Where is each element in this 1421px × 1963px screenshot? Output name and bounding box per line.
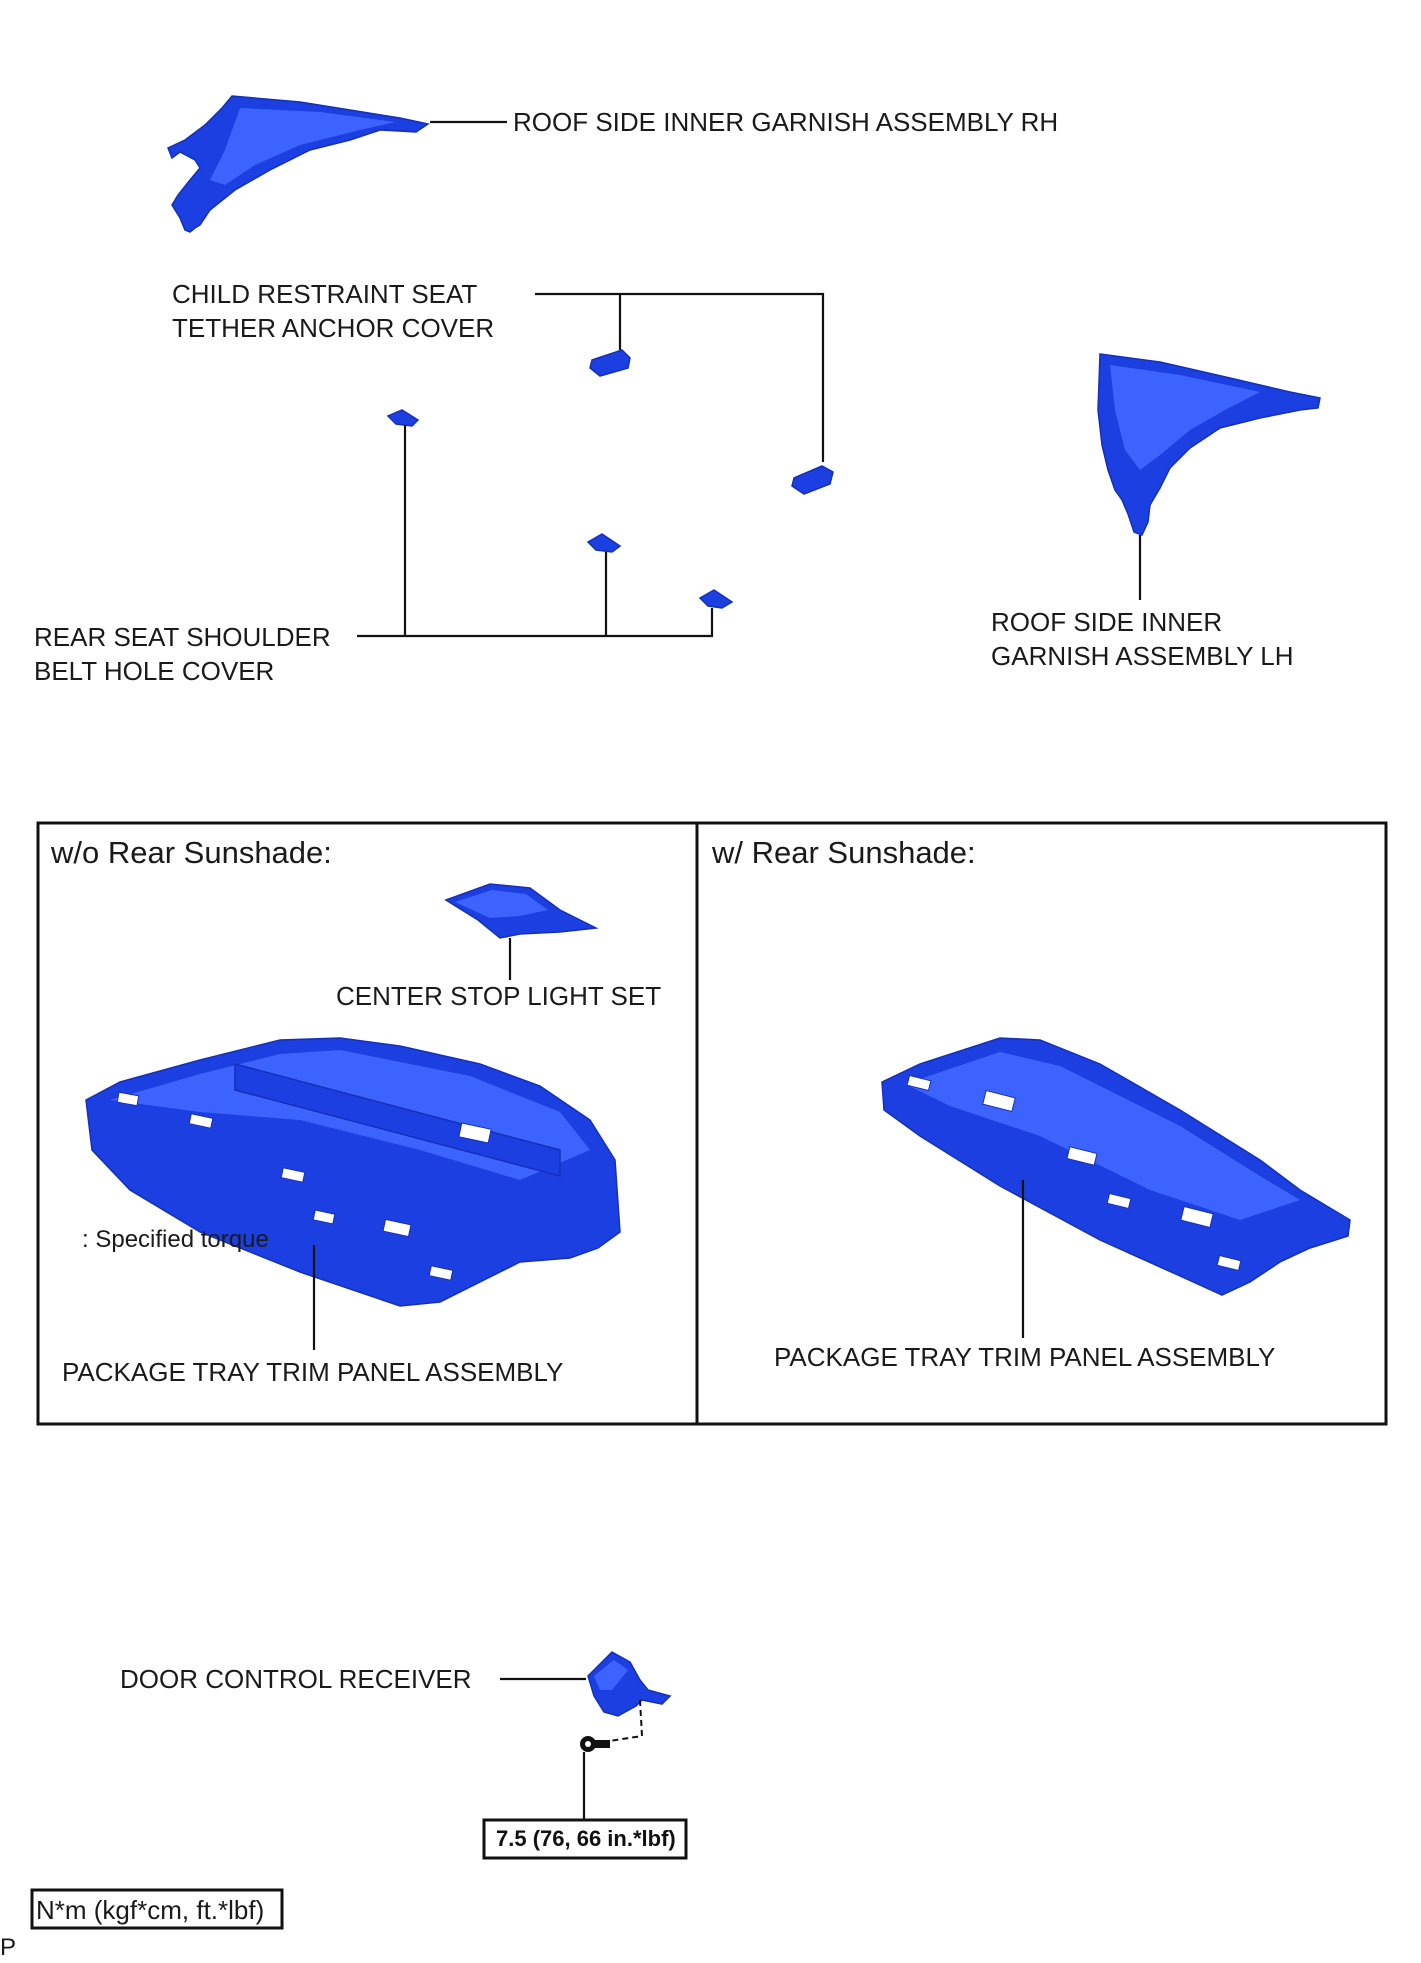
roof-garnish-rh-icon [168, 96, 428, 232]
label-package-tray-left: PACKAGE TRAY TRIM PANEL ASSEMBLY [62, 1357, 564, 1387]
belt-hole-cover-icon [388, 410, 732, 608]
label-roof-garnish-lh-line1: ROOF SIDE INNER [991, 607, 1223, 637]
center-stop-light-icon [446, 884, 596, 938]
tether-cover-icon [590, 350, 833, 494]
label-center-stop-light: CENTER STOP LIGHT SET [336, 981, 662, 1011]
panel-header-with-sunshade: w/ Rear Sunshade: [712, 835, 976, 870]
label-package-tray-right: PACKAGE TRAY TRIM PANEL ASSEMBLY [774, 1342, 1276, 1372]
panel-header-without-sunshade: w/o Rear Sunshade: [51, 835, 332, 870]
torque-value: 7.5 (76, 66 in.*lbf) [496, 1826, 676, 1851]
label-specified-torque: : Specified torque [82, 1226, 269, 1253]
corner-mark: P [0, 1934, 17, 1961]
label-roof-garnish-lh-line2: GARNISH ASSEMBLY LH [991, 641, 1294, 671]
label-roof-garnish-rh: ROOF SIDE INNER GARNISH ASSEMBLY RH [513, 107, 1059, 137]
label-rear-seat-line1: REAR SEAT SHOULDER [34, 622, 331, 652]
label-child-restraint-line2: TETHER ANCHOR COVER [172, 313, 495, 343]
package-tray-icon [882, 1038, 1350, 1295]
roof-garnish-lh-icon [1098, 354, 1320, 535]
door-control-receiver-icon [588, 1652, 670, 1716]
label-rear-seat-line2: BELT HOLE COVER [34, 656, 275, 686]
package-tray-icon [86, 1038, 620, 1306]
bolt-icon [580, 1736, 610, 1752]
unit-legend: N*m (kgf*cm, ft.*lbf) [36, 1895, 265, 1925]
label-door-control-receiver: DOOR CONTROL RECEIVER [120, 1664, 472, 1694]
label-child-restraint-line1: CHILD RESTRAINT SEAT [172, 279, 478, 309]
